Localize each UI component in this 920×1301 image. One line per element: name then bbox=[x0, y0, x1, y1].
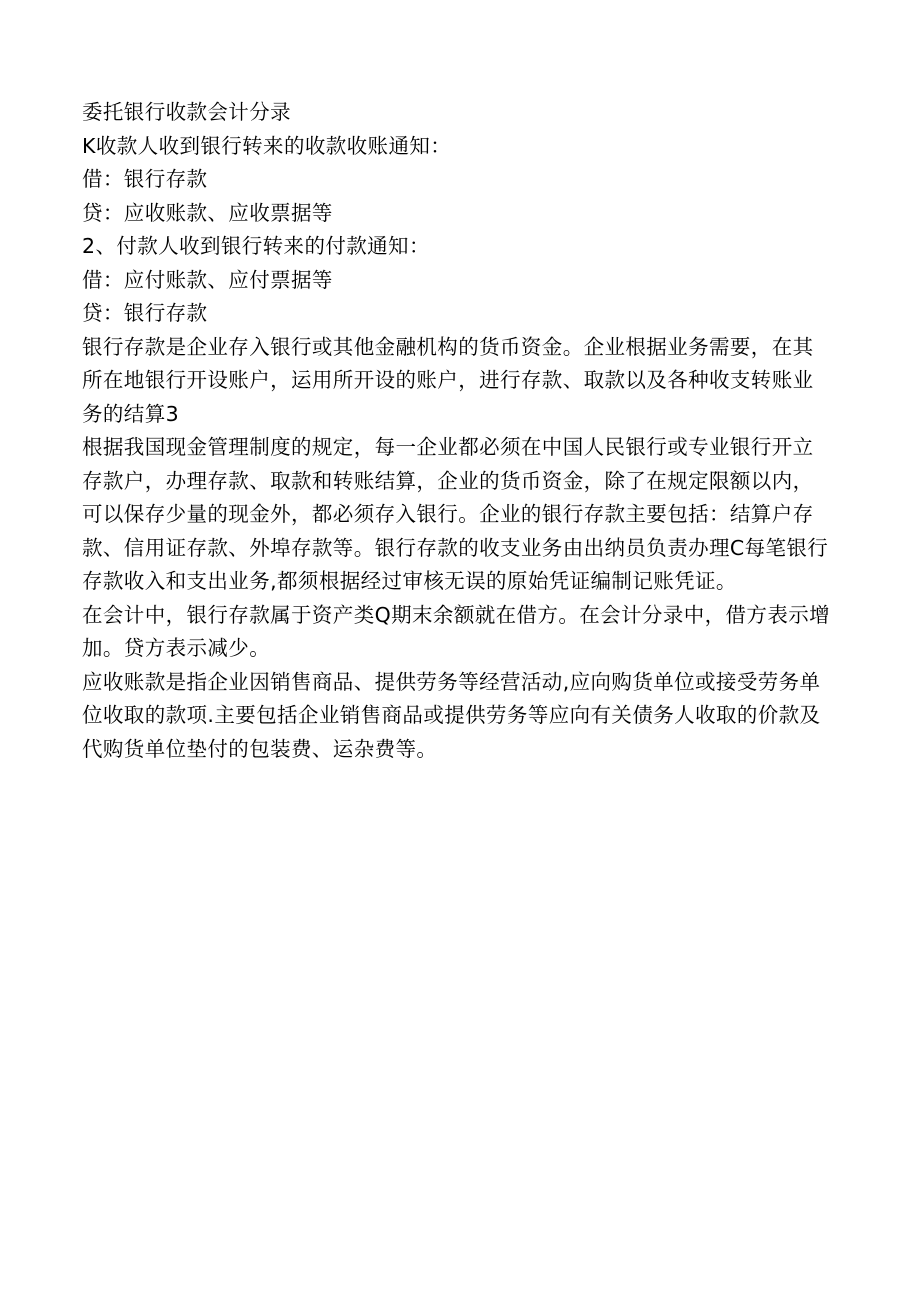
entry-line-debit-payables: 借：应付账款、应付票据等 bbox=[82, 267, 333, 292]
paragraph-cash-management: 根据我国现金管理制度的规定，每一企业都必须在中国人民银行或专业银行开立存款户，办理存款、取款和转账结算，企业的货币资金，除了在规定限额以内，可以保存少量的现金外，都必须存入银行。企业的银行存款主要包括：结算户存款、信用证存款、外埠存款等。银行存款的收支业务由出纳员负责办理C每笔银行存款收入和支出业务,都须根据经过审核无误的原始凭证编制记账凭证。 bbox=[82, 435, 829, 593]
entry-line-receiver-notice: K收款人收到银行转来的收款收账通知： bbox=[82, 133, 452, 158]
paragraph-accounting-direction: 在会计中，银行存款属于资产类Q期末余额就在借方。在会计分录中，借方表示增加。贷方表示减少。 bbox=[82, 602, 831, 660]
document-title: 委托银行收款会计分录 bbox=[82, 100, 291, 124]
document-body bbox=[82, 96, 834, 766]
entry-line-credit-bank: 贷：银行存款 bbox=[82, 301, 208, 325]
entry-line-payer-notice: 2、付款人收到银行转来的付款通知： bbox=[82, 234, 430, 258]
paragraph-accounts-receivable: 应收账款是指企业因销售商品、提供劳务等经营活动,应向购货单位或接受劳务单位收取的款项.主要包括企业销售商品或提供劳务等应向有关债务人收取的价款及代购货单位垫付的包装费、运杂费等。 bbox=[82, 669, 821, 761]
entry-line-debit-bank: 借：银行存款 bbox=[82, 167, 208, 191]
paragraph-bank-deposit-definition: 银行存款是企业存入银行或其他金融机构的货币资金。企业根据业务需要，在其所在地银行开设账户，运用所开设的账户，进行存款、取款以及各种收支转账业务的结算3 bbox=[82, 334, 814, 426]
entry-line-credit-receivables: 贷：应收账款、应收票据等 bbox=[82, 200, 333, 225]
